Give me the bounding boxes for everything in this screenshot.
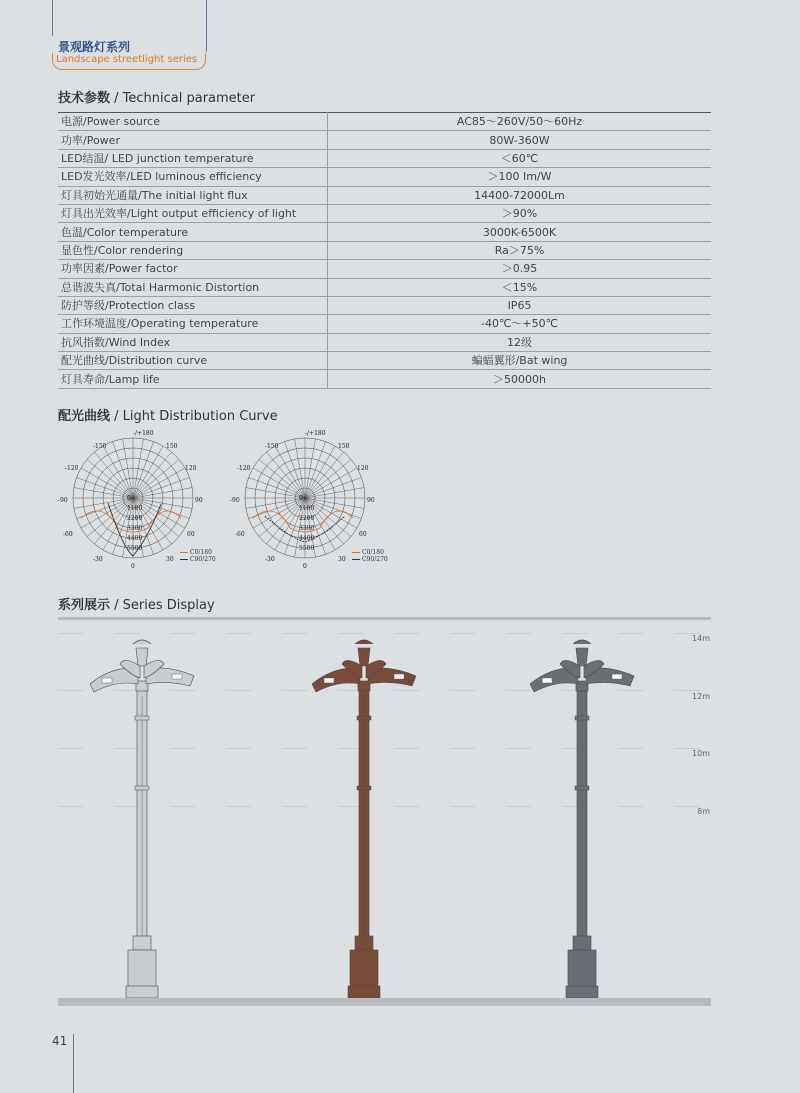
page-number: 41 bbox=[52, 1034, 68, 1048]
height-guide-dash bbox=[282, 633, 308, 634]
ring-label: 4400 bbox=[299, 535, 315, 542]
height-guide-dash bbox=[58, 633, 84, 634]
param-row bbox=[58, 260, 711, 278]
legend-swatch bbox=[180, 552, 188, 553]
led-module bbox=[612, 674, 622, 679]
tech-title-en: / Technical parameter bbox=[110, 91, 256, 106]
tech-title-cn: 技术参数 bbox=[58, 91, 111, 106]
ring-label: 0 bbox=[127, 495, 131, 502]
top-left-rule bbox=[52, 0, 53, 36]
lamp-grey bbox=[520, 636, 650, 1000]
height-guide-dash bbox=[226, 633, 252, 634]
param-value: ＜15% bbox=[328, 278, 712, 296]
param-row bbox=[58, 186, 711, 204]
height-guide-dash bbox=[450, 690, 476, 691]
ring-label: 5500 bbox=[127, 545, 143, 552]
height-guide-dash bbox=[450, 633, 476, 634]
ring bbox=[575, 716, 589, 720]
angle-label: 0 bbox=[303, 563, 307, 570]
ring-label: 1100 bbox=[127, 505, 143, 512]
legend-label: C90/270 bbox=[362, 556, 388, 563]
legend-swatch bbox=[180, 559, 188, 560]
param-value: Ra＞75% bbox=[328, 241, 712, 259]
lamp-shape bbox=[312, 640, 416, 998]
param-value: ＞0.95 bbox=[328, 260, 712, 278]
param-value: 80W-360W bbox=[328, 131, 712, 149]
param-label: 色温/Color temperature bbox=[58, 223, 328, 241]
ring-label: 3300 bbox=[299, 525, 315, 532]
height-label-14m: 14m bbox=[692, 634, 710, 643]
angle-label: 60 bbox=[359, 531, 367, 538]
ring bbox=[575, 786, 589, 790]
ring-label: 2200 bbox=[299, 515, 315, 522]
series-title bbox=[58, 594, 215, 613]
angle-label: -30 bbox=[93, 556, 103, 563]
param-label: 功率因素/Power factor bbox=[58, 260, 328, 278]
height-guide-dash bbox=[450, 806, 476, 807]
angle-label: 120 bbox=[185, 465, 197, 472]
plinth bbox=[566, 986, 598, 998]
finial bbox=[358, 648, 370, 666]
legend-2 bbox=[352, 549, 388, 563]
legend-label: C0/180 bbox=[190, 549, 212, 556]
param-label: 抗风指数/Wind Index bbox=[58, 333, 328, 351]
param-value: ＞90% bbox=[328, 204, 712, 222]
height-guide-dash bbox=[450, 748, 476, 749]
param-label: 灯具寿命/Lamp life bbox=[58, 370, 328, 388]
param-value: -40℃～+50℃ bbox=[328, 315, 712, 333]
height-guide-dash bbox=[674, 690, 700, 691]
base-top bbox=[133, 936, 151, 950]
angle-label: 90 bbox=[367, 497, 375, 504]
angle-label: -30 bbox=[265, 556, 275, 563]
ring-label: 5500 bbox=[299, 545, 315, 552]
finial bbox=[576, 648, 588, 666]
angle-label: 0 bbox=[131, 563, 135, 570]
curve-title-cn: 配光曲线 bbox=[58, 409, 111, 424]
lamp-brown bbox=[302, 636, 432, 1000]
base bbox=[350, 950, 378, 988]
angle-label: -90 bbox=[230, 497, 240, 504]
finial-cap bbox=[573, 640, 591, 644]
param-label: 电源/Power source bbox=[58, 113, 328, 131]
legend-1 bbox=[180, 549, 216, 563]
param-row bbox=[58, 241, 711, 259]
angle-label: -/+180 bbox=[133, 430, 154, 437]
finial bbox=[136, 648, 148, 666]
height-label-10m: 10m bbox=[692, 749, 710, 758]
param-value: IP65 bbox=[328, 296, 712, 314]
base-top bbox=[573, 936, 591, 950]
param-row bbox=[58, 333, 711, 351]
height-guide-dash bbox=[562, 633, 588, 634]
param-row bbox=[58, 278, 711, 296]
legend-label: C0/180 bbox=[362, 549, 384, 556]
angle-label: -90 bbox=[58, 497, 68, 504]
series-top-rule bbox=[58, 617, 711, 620]
angle-label: -120 bbox=[65, 465, 79, 472]
param-label: 工作环境温度/Operating temperature bbox=[58, 315, 328, 333]
param-row bbox=[58, 352, 711, 370]
tech-title bbox=[58, 87, 255, 106]
angle-label: -150 bbox=[265, 443, 279, 450]
ring bbox=[135, 716, 149, 720]
param-value: AC85～260V/50～60Hz bbox=[328, 113, 712, 131]
param-row bbox=[58, 168, 711, 186]
angle-label: -120 bbox=[237, 465, 251, 472]
height-guide-dash bbox=[226, 690, 252, 691]
param-label: 功率/Power bbox=[58, 131, 328, 149]
led-module bbox=[394, 674, 404, 679]
base bbox=[128, 950, 156, 988]
param-value: 12级 bbox=[328, 333, 712, 351]
ring bbox=[357, 786, 371, 790]
param-row bbox=[58, 113, 711, 131]
series-tag-en: Landscape streetlight series bbox=[56, 54, 198, 65]
legend-item bbox=[180, 556, 216, 563]
angle-label: 60 bbox=[187, 531, 195, 538]
series-tag bbox=[52, 36, 206, 70]
angle-label: -150 bbox=[93, 443, 107, 450]
height-guide-dash bbox=[674, 806, 700, 807]
param-value: 14400-72000Lm bbox=[328, 186, 712, 204]
legend-label: C90/270 bbox=[190, 556, 216, 563]
height-label-8m: 8m bbox=[697, 807, 710, 816]
series-title-en: / Series Display bbox=[110, 598, 215, 613]
ring-label: 1100 bbox=[299, 505, 315, 512]
param-value: ＜60℃ bbox=[328, 149, 712, 167]
height-guide-dash bbox=[394, 633, 420, 634]
base bbox=[568, 950, 596, 988]
height-guide-dash bbox=[338, 633, 364, 634]
height-guide-dash bbox=[618, 633, 644, 634]
legend-item bbox=[180, 549, 216, 556]
led-module bbox=[324, 678, 334, 683]
param-label: LED结温/ LED junction temperature bbox=[58, 149, 328, 167]
param-row bbox=[58, 204, 711, 222]
height-guide-dash bbox=[170, 633, 196, 634]
curve-title-en: / Light Distribution Curve bbox=[110, 409, 278, 424]
param-label: LED发光效率/LED luminous efficiency bbox=[58, 168, 328, 186]
angle-label: 30 bbox=[338, 556, 346, 563]
angle-label: 30 bbox=[166, 556, 174, 563]
param-value: 蝙蝠翼形/Bat wing bbox=[328, 352, 712, 370]
param-label: 灯具出光效率/Light output efficiency of light bbox=[58, 204, 328, 222]
lamp-shape bbox=[90, 640, 194, 998]
angle-label: -60 bbox=[63, 531, 73, 538]
angle-label: 150 bbox=[166, 443, 178, 450]
finial-cap bbox=[133, 640, 151, 644]
param-value: ＞100 Im/W bbox=[328, 168, 712, 186]
height-guide-dash bbox=[226, 806, 252, 807]
base-top bbox=[355, 936, 373, 950]
angle-label: 90 bbox=[195, 497, 203, 504]
ground-bar bbox=[58, 998, 711, 1006]
ring-label: 0 bbox=[299, 495, 303, 502]
height-guide-dash bbox=[226, 748, 252, 749]
param-row bbox=[58, 315, 711, 333]
plinth bbox=[348, 986, 380, 998]
finial-cap bbox=[355, 640, 373, 644]
angle-label: 150 bbox=[338, 443, 350, 450]
param-label: 显色性/Color rendering bbox=[58, 241, 328, 259]
param-row bbox=[58, 131, 711, 149]
bottom-rule bbox=[73, 1034, 74, 1093]
lamp-silver bbox=[80, 636, 210, 1000]
ring bbox=[135, 786, 149, 790]
param-row bbox=[58, 223, 711, 241]
param-label: 配光曲线/Distribution curve bbox=[58, 352, 328, 370]
ring bbox=[357, 716, 371, 720]
ring-label: 2200 bbox=[127, 515, 143, 522]
ring-label: 4400 bbox=[127, 535, 143, 542]
param-value: ＞50000h bbox=[328, 370, 712, 388]
ring-label: 3300 bbox=[127, 525, 143, 532]
plinth bbox=[126, 986, 158, 998]
param-row bbox=[58, 149, 711, 167]
parameter-table bbox=[58, 112, 711, 389]
param-row bbox=[58, 370, 711, 388]
legend-swatch bbox=[352, 559, 360, 560]
param-value: 3000K-6500K bbox=[328, 223, 712, 241]
param-label: 防护等级/Protection class bbox=[58, 296, 328, 314]
top-right-rule bbox=[206, 0, 207, 52]
legend-item bbox=[352, 549, 388, 556]
led-module bbox=[542, 678, 552, 683]
angle-label: 120 bbox=[357, 465, 369, 472]
legend-item bbox=[352, 556, 388, 563]
height-guide-dash bbox=[114, 633, 140, 634]
legend-swatch bbox=[352, 552, 360, 553]
angle-label: -/+180 bbox=[305, 430, 326, 437]
curve-title bbox=[58, 405, 278, 424]
series-title-cn: 系列展示 bbox=[58, 598, 111, 613]
series-tag-cn: 景观路灯系列 bbox=[58, 40, 131, 54]
led-module bbox=[172, 674, 182, 679]
height-label-12m: 12m bbox=[692, 692, 710, 701]
param-label: 灯具初始光通量/The initial light flux bbox=[58, 186, 328, 204]
angle-label: -60 bbox=[235, 531, 245, 538]
param-row bbox=[58, 296, 711, 314]
height-guide-dash bbox=[506, 633, 532, 634]
led-module bbox=[102, 678, 112, 683]
param-label: 总谐波失真/Total Harmonic Distortion bbox=[58, 278, 328, 296]
lamp-shape bbox=[530, 640, 634, 998]
